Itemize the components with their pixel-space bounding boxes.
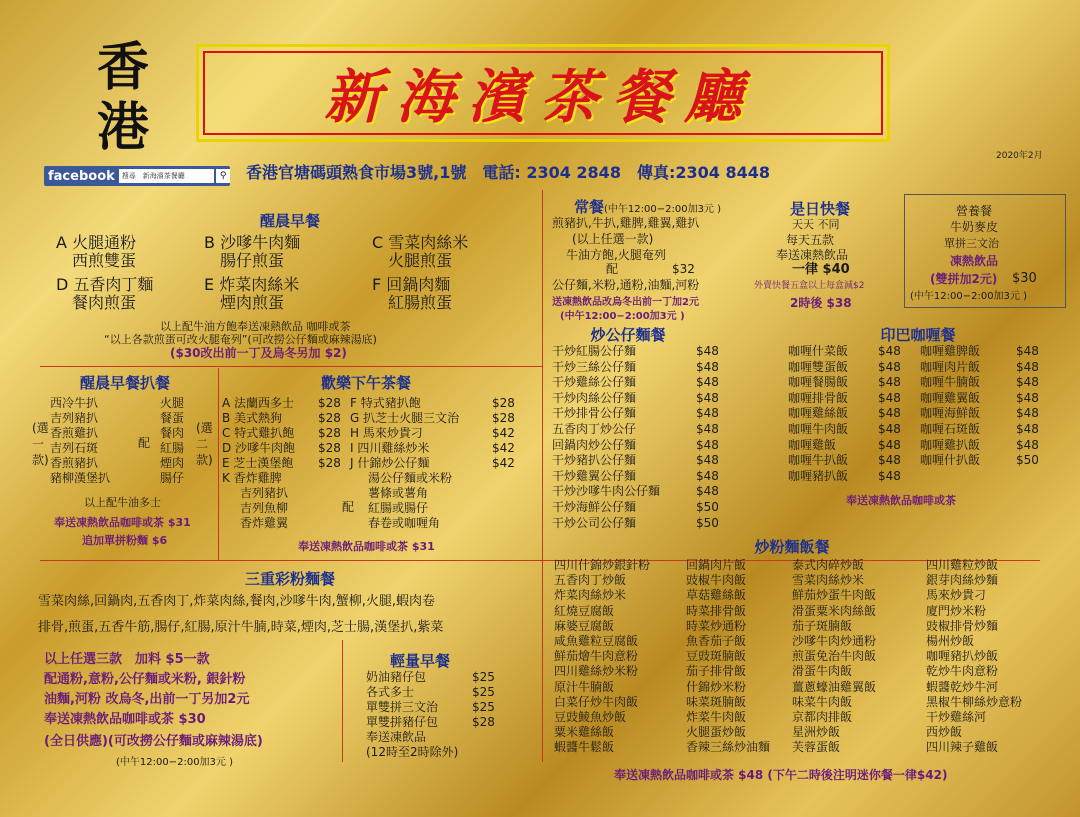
morning-title: 醒晨早餐 bbox=[259, 212, 320, 230]
curry-note: 奉送凍熱飲品咖啡或茶 bbox=[846, 494, 956, 507]
daily-price: 一律 $40 bbox=[792, 262, 850, 277]
regular-line-2: (以上任選一款) bbox=[572, 232, 654, 246]
chop-left-list: 西冷牛扒 吉列豬扒 香煎雞扒 吉列石斑 香煎豬扒 豬柳漢堡扒 bbox=[50, 396, 111, 485]
multi-time: (中午12:00−2:00加3元 ) bbox=[116, 757, 233, 768]
regular-line-7: (中午12:00−2:00加3元 ) bbox=[560, 311, 685, 322]
chop-pick-two: (選二款) bbox=[196, 421, 213, 467]
curry-right-list: 咖喱雞脾飯 $48 咖喱肉片飯 $48 咖喱牛腩飯 $48 咖喱雞翼飯 $48 咖喱海鮮飯 $48 咖喱石斑飯 $48 咖喱雞扒飯 $48 咖喱什扒飯 $50 bbox=[920, 344, 1039, 468]
curry-title: 印巴咖喱餐 bbox=[880, 326, 956, 344]
tea-left-list: A 法蘭西多士 $28 B 美式熱狗 $28 C 特式雞扒飽 $28 D 沙嗲牛肉飽 $28 E 芝士漢堡飽 $28 K 香炸雞脾 吉列豬扒 吉列魚柳 香炸雞翼 bbox=[222, 396, 341, 530]
fried-col-2: 回鍋肉片飯 豉椒牛肉飯 草菇雞絲飯 時菜排骨飯 時菜炒通粉 魚香茄子飯 豆豉斑腩飯 茄子排骨飯 什錦炒米粉 味菜斑腩飯 炸菜牛肉飯 火腿蛋炒飯 香辣三絲炒油麵 bbox=[686, 558, 771, 755]
chop-title: 醒晨早餐扒餐 bbox=[79, 374, 170, 392]
regular-pair: 配 bbox=[606, 262, 619, 276]
multi-pick: 以上任選三款 加料 $5一款 bbox=[44, 652, 210, 667]
noodle-title: 炒公仔麵餐 bbox=[590, 326, 666, 344]
nutri-line-3: 凍熱飲品 bbox=[950, 254, 999, 268]
hk-logo: 香港 bbox=[96, 37, 149, 158]
morning-item-b: B 沙嗲牛肉麵 腸仔煎蛋 bbox=[204, 233, 301, 270]
morning-item-f: F 回鍋肉麵 紅腸煎蛋 bbox=[372, 275, 453, 312]
regular-header: 常餐(中午12:00−2:00加3元 ) bbox=[574, 198, 722, 216]
multi-line-2: 排骨,煎蛋,五香牛筋,腸仔,紅腸,原汁牛腩,時菜,煙肉,芝士腸,漢堡扒,紫菜 bbox=[38, 620, 444, 635]
nutri-line-2: 單拼三文治 bbox=[944, 237, 999, 250]
fried-title: 炒粉麵飯餐 bbox=[754, 538, 830, 556]
daily-line-1: 天天 不同 bbox=[792, 218, 840, 231]
regular-line-5: 公仔麵,米粉,通粉,油麵,河粉 bbox=[552, 278, 700, 292]
fried-col-4: 四川雞粒炒飯 銀芽肉絲炒麵 馬來炒貴刁 廈門炒米粉 豉椒排骨炒麵 楊州炒飯 咖喱豬扒炒飯 乾炒牛肉意粉 蝦醬乾炒牛河 黑椒牛柳絲炒意粉 干炒雞絲河 西炒飯 四川辣子雞飯 bbox=[926, 558, 1023, 755]
menu-date: 2020年2月 bbox=[996, 151, 1043, 161]
morning-item-a: A 火腿通粉 西煎雙蛋 bbox=[56, 233, 137, 270]
morning-item-d: D 五香肉丁麵 餐肉煎蛋 bbox=[56, 275, 154, 312]
facebook-label: facebook bbox=[48, 168, 115, 184]
light-list: 奶油豬仔包 $25 各式多士 $25 單雙拼三文治 $25 單雙拼豬仔包 $28 奉送凍飲品 (12時至2時除外) bbox=[366, 670, 495, 759]
regular-line-1: 煎豬扒,牛扒,雞脾,雞翼,雞扒 bbox=[552, 216, 700, 230]
curry-left-list: 咖喱什菜飯 $48 咖喱雙蛋飯 $48 咖喱餐腸飯 $48 咖喱排骨飯 $48 咖喱雞絲飯 $48 咖喱牛肉飯 $48 咖喱雞飯 $48 咖喱牛扒飯 $48 咖喱豬扒飯 $48 bbox=[788, 344, 901, 483]
nutri-time: (中午12:00−2:00加3元 ) bbox=[910, 291, 1027, 302]
fried-col-3: 泰式肉碎炒飯 雪菜肉絲炒米 鮮茄炒蛋牛肉飯 滑蛋粟米肉絲飯 茄子斑腩飯 沙嗲牛肉炒通粉 煎蛋免治牛肉飯 滑蛋牛肉飯 薑蔥蠔油雞翼飯 味菜牛肉飯 京都肉排飯 星洲炒飯 芙蓉蛋飯 bbox=[792, 558, 877, 755]
regular-line-6: 送凍熱飲品改烏冬出前一丁加2元 bbox=[552, 297, 699, 308]
chop-pair: 配 bbox=[138, 436, 151, 450]
divider bbox=[218, 368, 219, 560]
chop-right-list: 火腿 餐蛋 餐肉 紅腸 煙肉 腸仔 bbox=[160, 396, 185, 485]
multi-note: (全日供應)(可改撈公仔麵或麻辣湯底) bbox=[44, 734, 263, 749]
morning-note-2: “以上各款煎蛋可改火腿奄列”(可改撈公仔麵或麻辣湯底) bbox=[104, 333, 377, 346]
morning-note-1: 以上配牛油方飽奉送凍熱飲品 咖啡或茶 bbox=[160, 320, 351, 333]
chop-note-2: 奉送凍熱飲品咖啡或茶 $31 bbox=[54, 516, 191, 529]
nutri-title: 營養餐 bbox=[956, 204, 993, 218]
fried-note: 奉送凍熱飲品咖啡或茶 $48 (下午二時後注明迷你餐一律$42) bbox=[614, 768, 948, 782]
tea-title: 歡樂下午茶餐 bbox=[320, 374, 411, 392]
morning-item-c: C 雪菜肉絲米 火腿煎蛋 bbox=[372, 233, 469, 270]
chop-note-1: 以上配牛油多士 bbox=[84, 496, 161, 509]
chop-pick-one: (選一款) bbox=[32, 421, 49, 467]
nutri-line-1: 牛奶麥皮 bbox=[950, 220, 999, 234]
search-icon[interactable]: ⚲ bbox=[216, 169, 230, 183]
divider bbox=[342, 640, 343, 762]
morning-item-e: E 炸菜肉絲米 煙肉煎蛋 bbox=[204, 275, 300, 312]
nutri-line-4: (雙拼加2元) bbox=[930, 272, 998, 286]
morning-note-3: ($30改出前一丁及烏冬另加 $2) bbox=[170, 346, 347, 360]
divider bbox=[40, 560, 1040, 561]
regular-price: $32 bbox=[672, 262, 695, 276]
facebook-search-text: 搜尋 新海濱茶餐廳 bbox=[119, 169, 214, 183]
restaurant-title: 新海濱茶餐廳 bbox=[323, 63, 756, 131]
tea-k-pair: 配 bbox=[342, 500, 355, 514]
tea-note: 奉送凍熱飲品咖啡或茶 $31 bbox=[298, 540, 435, 553]
noodle-list: 干炒紅腸公仔麵 $48 干炒三絲公仔麵 $48 干炒雞絲公仔麵 $48 干炒肉絲公仔麵 $48 干炒排骨公仔麵 $48 五香肉丁炒公仔 $48 回鍋肉炒公仔麵 $48 干炒豬扒公仔麵 $48 干炒雞翼公仔麵 $48 干炒沙嗲牛肉公仔麵 $48 干炒海鮮公仔麵 $50 干炒公司公仔麵 $50 bbox=[552, 344, 719, 530]
address-phone: 香港官塘碼頭熟食市場3號,1號 電話: 2304 2848 傳真:2304 8448 bbox=[246, 163, 770, 182]
multi-option-1: 配通粉,意粉,公仔麵或米粉, 銀針粉 bbox=[44, 672, 246, 687]
divider bbox=[542, 190, 543, 762]
daily-takeaway: 外賣快餐五盒以上每盒減$2 bbox=[754, 281, 865, 291]
daily-line-3: 奉送凍熱飲品 bbox=[776, 248, 849, 262]
fried-col-1: 四川什錦炒銀針粉 五香肉丁炒飯 炸菜肉絲炒米 紅燒豆腐飯 麻婆豆腐飯 咸魚雞粒豆腐飯 鮮茄燴牛肉意粉 四川雞絲炒米粉 原汁牛腩飯 白菜仔炒牛肉飯 豆豉鯪魚炒飯 粟米雞絲飯 蝦醬牛鬆飯 bbox=[554, 558, 651, 755]
divider bbox=[40, 366, 542, 367]
multi-option-2: 油麵,河粉 改烏冬,出前一丁另加2元 bbox=[44, 692, 250, 707]
light-title: 輕量早餐 bbox=[389, 652, 450, 670]
facebook-search-box[interactable] bbox=[44, 166, 230, 186]
daily-line-2: 每天五款 bbox=[786, 233, 835, 247]
daily-after-2: 2時後 $38 bbox=[790, 296, 852, 310]
multi-title: 三重彩粉麵餐 bbox=[244, 570, 335, 588]
multi-drink: 奉送凍熱飲品咖啡或茶 $30 bbox=[44, 712, 206, 727]
regular-line-3: 牛油方飽,火腿奄列 bbox=[566, 248, 666, 262]
nutri-price: $30 bbox=[1012, 271, 1037, 286]
tea-right-list: F 特式豬扒飽 $28 G 扒芝士火腿三文治 $28 H 馬來炒貴刁 $42 I 四川雞絲炒米 $42 J 什錦炒公仔麵 $42 湯公仔麵或米粉 薯條或薯角 紅腸或腸仔 春卷或咖喱角 bbox=[350, 396, 515, 530]
multi-line-1: 雪菜肉絲,回鍋肉,五香肉丁,炸菜肉絲,餐肉,沙嗲牛肉,蟹柳,火腿,蝦肉卷 bbox=[38, 594, 436, 609]
chop-note-3: 追加單拼粉麵 $6 bbox=[82, 534, 168, 547]
daily-title: 是日快餐 bbox=[789, 200, 850, 218]
